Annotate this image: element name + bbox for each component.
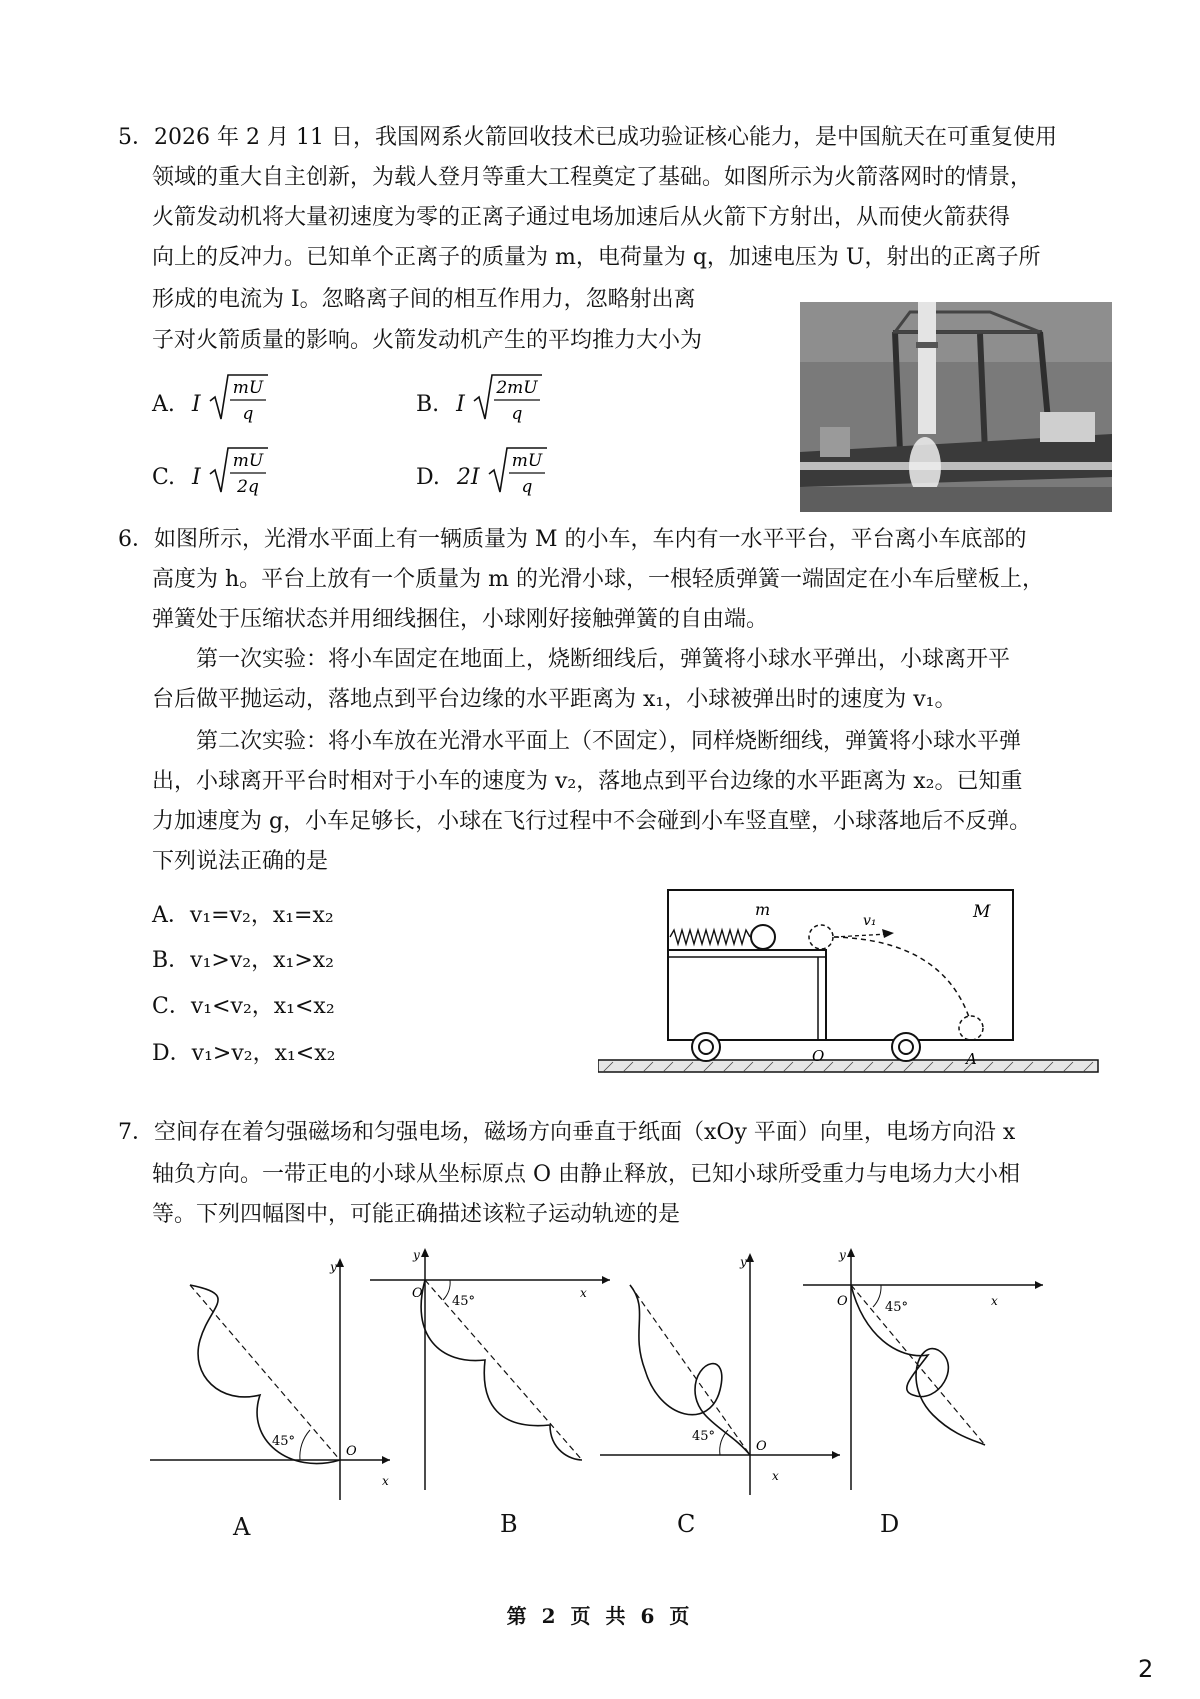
- option-coefficient: I: [456, 392, 465, 417]
- denominator: 2q: [236, 477, 259, 497]
- q6-option-a: A．v₁=v₂，x₁=x₂: [152, 903, 334, 928]
- svg-text:O: O: [756, 1439, 767, 1454]
- numerator: mU: [511, 451, 542, 471]
- wheel-right: [892, 1033, 920, 1061]
- q5-option-a: [152, 378, 270, 425]
- option-letter: C.: [152, 465, 176, 490]
- q6-line-6: 第二次实验：将小车放在光滑水平面上（不固定），同样烧断细线，弹簧将小球水平弹: [196, 729, 1022, 754]
- q6-line-4: 第一次实验：将小车固定在地面上，烧断细线后，弹簧将小球水平弹出，小球离开平: [196, 647, 1011, 672]
- label-M: M: [973, 902, 991, 922]
- q5-line-5: 形成的电流为 I。忽略离子间的相互作用力，忽略射出离: [152, 287, 696, 312]
- platform: [668, 950, 826, 1040]
- svg-text:O: O: [412, 1286, 423, 1301]
- option-coefficient: I: [192, 465, 201, 490]
- svg-text:45°: 45°: [452, 1294, 476, 1309]
- page-footer: 第 2 页 共 6 页: [506, 1604, 694, 1628]
- figure-b-label: B: [500, 1510, 518, 1538]
- numerator: mU: [232, 378, 263, 398]
- q5-line-1: 5．2026 年 2 月 11 日，我国网系火箭回收技术已成功验证核心能力，是中国航天在可重复使用: [118, 125, 1057, 150]
- spring: [670, 930, 750, 944]
- option-coefficient: I: [191, 392, 201, 417]
- label-O: O: [812, 1047, 825, 1065]
- svg-text:x: x: [991, 1294, 998, 1308]
- q6-line-5: 台后做平抛运动，落地点到平台边缘的水平距离为 x₁，小球被弹出时的速度为 v₁。: [152, 687, 957, 712]
- q6-option-d: D．v₁>v₂，x₁<x₂: [152, 1041, 336, 1066]
- denominator: q: [242, 404, 254, 424]
- figure-a-label: A: [233, 1513, 251, 1541]
- cart-body: [668, 890, 1013, 1040]
- q6-line-8: 力加速度为 g，小车足够长，小球在飞行过程中不会碰到小车竖直壁，小球落地后不反弹。: [152, 809, 1032, 834]
- option-coefficient: 2I: [456, 465, 480, 490]
- ball-m: [751, 925, 775, 949]
- sqrt-fraction: [208, 369, 270, 425]
- ball-leaving: [809, 925, 833, 949]
- q6-line-7: 出，小球离开平台时相对于小车的速度为 v₂，落地点到平台边缘的水平距离为 x₂。已知重: [152, 769, 1023, 794]
- q5-line-3: 火箭发动机将大量初速度为零的正离子通过电场加速后从火箭下方射出，从而使火箭获得: [152, 205, 1011, 230]
- cart-diagram: [598, 880, 1118, 1100]
- svg-text:x: x: [772, 1469, 779, 1483]
- figure-d-label: D: [880, 1510, 900, 1538]
- svg-text:O: O: [346, 1444, 357, 1459]
- q6-line-2: 高度为 h。平台上放有一个质量为 m 的光滑小球，一根轻质弹簧一端固定在小车后壁板上，: [152, 567, 1045, 592]
- q6-option-b: B．v₁>v₂，x₁>x₂: [152, 948, 334, 973]
- figure-c-label: C: [677, 1510, 696, 1538]
- corner-page-number: 2: [1138, 1655, 1154, 1683]
- rocket-net-photo: [800, 302, 1112, 512]
- numerator: 2mU: [496, 378, 538, 398]
- q5-line-2: 领域的重大自主创新，为载人登月等重大工程奠定了基础。如图所示为火箭落网时的情景，: [152, 165, 1033, 190]
- trajectory-figure-a: [150, 1255, 400, 1505]
- wheel-left: [692, 1033, 720, 1061]
- label-m: m: [755, 900, 771, 919]
- svg-text:45°: 45°: [885, 1300, 909, 1315]
- q5-option-d: [416, 451, 549, 498]
- sqrt-fraction: [487, 442, 549, 498]
- ball-landing: [959, 1016, 983, 1040]
- denominator: q: [521, 477, 532, 497]
- label-A: A: [966, 1050, 977, 1068]
- q5-line-6: 子对火箭质量的影响。火箭发动机产生的平均推力大小为: [152, 328, 703, 353]
- option-letter: D.: [416, 465, 440, 490]
- trajectory-figure-d: [803, 1245, 1053, 1495]
- sqrt-fraction: [208, 442, 270, 498]
- svg-text:45°: 45°: [692, 1429, 716, 1444]
- svg-text:x: x: [580, 1286, 587, 1300]
- q5-line-4: 向上的反冲力。已知单个正离子的质量为 m，电荷量为 q，加速电压为 U，射出的正离子所: [152, 245, 1041, 270]
- numerator: mU: [232, 451, 263, 471]
- label-v1: v₁: [863, 913, 877, 929]
- ground: [598, 1060, 1098, 1072]
- q6-option-c: C．v₁<v₂，x₁<x₂: [152, 994, 335, 1019]
- svg-text:x: x: [382, 1474, 389, 1488]
- svg-text:y: y: [413, 1248, 420, 1262]
- option-letter: B.: [416, 392, 440, 417]
- svg-text:45°: 45°: [272, 1434, 296, 1449]
- svg-text:y: y: [839, 1248, 846, 1262]
- svg-text:y: y: [330, 1260, 337, 1274]
- q5-option-c: [152, 451, 270, 498]
- q7-line-2: 轴负方向。一带正电的小球从坐标原点 O 由静止释放，已知小球所受重力与电场力大小相: [152, 1162, 1021, 1187]
- denominator: q: [511, 404, 523, 424]
- q6-line-1: 6．如图所示，光滑水平面上有一辆质量为 M 的小车，车内有一水平平台，平台离小车底部的: [118, 527, 1027, 552]
- q5-option-b: [416, 378, 544, 425]
- q7-line-3: 等。下列四幅图中，可能正确描述该粒子运动轨迹的是: [152, 1202, 681, 1227]
- option-letter: A.: [152, 392, 175, 417]
- q6-line-9: 下列说法正确的是: [152, 849, 329, 874]
- svg-text:O: O: [837, 1294, 848, 1309]
- q7-line-1: 7．空间存在着匀强磁场和匀强电场，磁场方向垂直于纸面（xOy 平面）向里，电场方向沿 x: [118, 1120, 1016, 1145]
- trajectory: [834, 937, 970, 1020]
- trajectory-figure-b: [370, 1245, 620, 1495]
- q6-line-3: 弹簧处于压缩状态并用细线捆住，小球刚好接触弹簧的自由端。: [152, 607, 769, 632]
- svg-text:y: y: [740, 1255, 747, 1269]
- rocket-net-illustration: [800, 302, 1112, 512]
- sqrt-fraction: [472, 369, 544, 425]
